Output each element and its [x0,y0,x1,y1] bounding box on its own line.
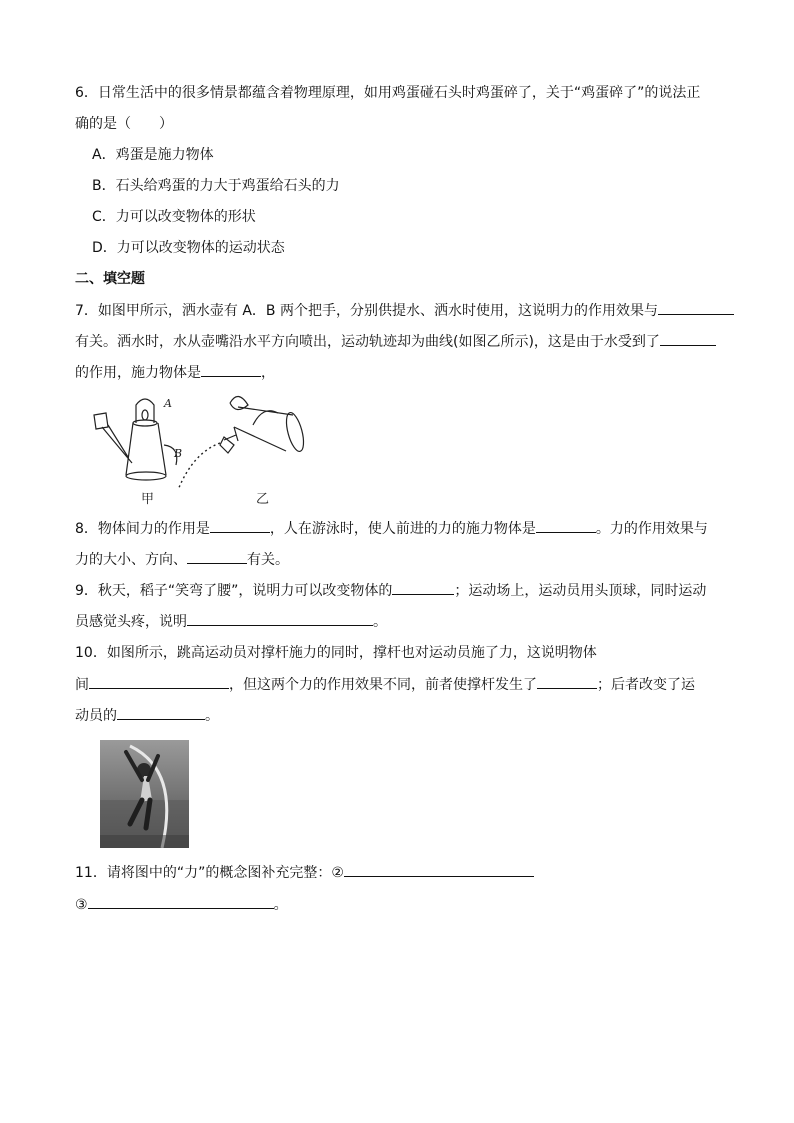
pole-vault-photo [100,740,189,848]
q10-text-3: ；后者改变了运 [597,677,695,693]
q9-text-4: 。 [373,614,387,630]
q10-blank-1 [89,674,229,689]
q6-option-a: A．鸡蛋是施力物体 [92,147,214,163]
q9-text-1: 9．秋天，稻子“笑弯了腰”，说明力可以改变物体的 [75,583,393,599]
q10-text-5: 。 [205,708,219,724]
figure-caption-yi: 乙 [256,492,270,507]
q9-blank-2 [187,611,373,626]
q9-line2 [75,611,387,632]
q6-option-c: C．力可以改变物体的形状 [92,209,256,225]
q8-text-2: ，人在游泳时，使人前进的力的施力物体是 [269,521,536,537]
q10-blank-2 [537,674,597,689]
q10-blank-3 [117,705,205,720]
q9-blank-1 [392,580,454,595]
q7-text-1: 7．如图甲所示，洒水壶有 A．B 两个把手，分别供提水、洒水时使用，这说明力的作用效果与 [75,303,658,319]
q11-text-1: 11．请将图中的“力”的概念图补充完整：② [75,865,344,881]
q7-text-3: 的作用，施力物体是 [75,365,201,381]
q11-blank-3 [88,894,274,909]
q10-line1: 10．如图所示，跳高运动员对撑杆施力的同时，撑杆也对运动员施了力，这说明物体 [75,645,597,661]
q7-blank-1 [658,300,734,315]
watering-can-figure [88,385,308,510]
q11-text-3: 。 [273,897,288,913]
q8-blank-2 [536,518,596,533]
q9-text-2: ；运动场上，运动员用头顶球，同时运动 [454,583,707,599]
q7-text-3b: ， [261,365,275,381]
q7-line1 [75,300,734,321]
q6-stem-line1: 6．日常生活中的很多情景都蕴含着物理原理，如用鸡蛋碰石头时鸡蛋碎了，关于“鸡蛋碎了”的说法正 [75,85,701,101]
section-title-fill-in: 二、填空题 [75,271,145,287]
q7-text-2: 有关。洒水时，水从壶嘴沿水平方向喷出，运动轨迹却为曲线(如图乙所示)，这是由于水受到了 [75,334,660,350]
q8-text-1: 8．物体间力的作用是 [75,521,210,537]
q10-text-4: 动员的 [75,708,117,724]
q6-option-b: B．石头给鸡蛋的力大于鸡蛋给石头的力 [92,178,340,194]
q7-blank-3 [201,362,261,377]
q6-option-d: D．力可以改变物体的运动状态 [92,240,285,256]
q9-line1 [75,580,706,601]
q9-text-3: 员感觉头疼，说明 [75,614,187,630]
q8-blank-1 [210,518,270,533]
q11-text-2: ③ [75,897,88,913]
q8-text-5: 有关。 [247,552,289,568]
q10-text-2: ，但这两个力的作用效果不同，前者使撑杆发生了 [229,677,537,693]
q7-blank-2 [660,331,716,346]
q8-line1 [75,518,708,539]
q11-line2 [75,894,288,915]
figure-label-a: A [164,397,172,410]
q10-text-1: 间 [75,677,89,693]
q8-text-3: 。力的作用效果与 [595,521,708,537]
q10-line3 [75,705,219,726]
q7-line2 [75,331,716,352]
q11-line1 [75,862,534,883]
q8-text-4: 力的大小、方向、 [75,552,187,568]
q8-blank-3 [187,549,247,564]
q6-stem-line2: 确的是（ ） [75,116,173,132]
q10-line2 [75,674,695,695]
q8-line2 [75,549,289,570]
q7-line3 [75,362,275,383]
figure-label-b: B [174,447,183,460]
q11-blank-2 [344,862,534,877]
figure-caption-jia: 甲 [141,492,155,507]
